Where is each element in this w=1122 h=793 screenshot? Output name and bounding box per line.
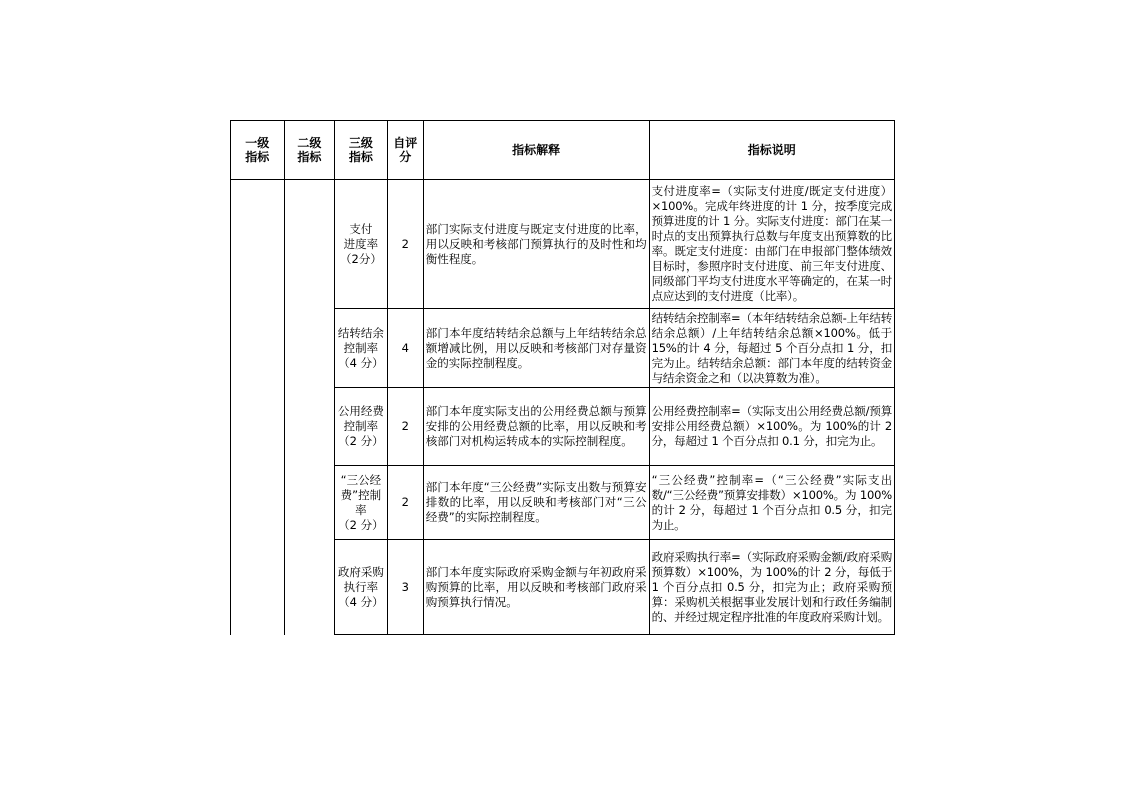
indicator-description: 政府采购执行率=（实际政府采购金额/政府采购预算数）×100%，为 100%的计 2 分，每低于 1 个百分点扣 0.5 分，扣完为止；政府采购预算：采购机关根据事业发展计划和行政任务编制的、并经过规定程序批准的年度政府采购计划。: [649, 540, 894, 635]
indicator-explanation: 部门本年度实际政府采购金额与年初政府采购预算的比率，用以反映和考核部门政府采购预算执行情况。: [423, 540, 649, 635]
header-level3: 三级 指标: [335, 121, 388, 180]
indicator-description: 支付进度率=（实际支付进度/既定支付进度）×100%。完成年终进度的计 1 分，按季度完成预算进度的计 1 分。实际支付进度：部门在某一时点的支出预算执行总数与年度支出预算数的比率。既定支付进度：由部门在申报部门整体绩效目标时，参照序时支付进度、前三年支付进度、同级部门平均支付进度水平等确定的，在某一时点应达到的支付进度（比率）。: [649, 180, 894, 309]
indicator-explanation: 部门本年度结转结余总额与上年结转结余总额增减比例，用以反映和考核部门对存量资金的实际控制程度。: [423, 309, 649, 388]
level2-cell: [284, 180, 335, 635]
header-description: 指标说明: [649, 121, 894, 180]
indicator-description: 结转结余控制率=（本年结转结余总额-上年结转结余总额）/上年结转结余总额×100%。低于 15%的计 4 分，每超过 5 个百分点扣 1 分，扣完为止。结转结余总额：部门本年度的结转资金与结余资金之和（以决算数为准）。: [649, 309, 894, 388]
indicator-score: 3: [387, 540, 423, 635]
indicator-explanation: 部门本年度“三公经费”实际支出数与预算安排数的比率，用以反映和考核部门对“三公经费”的实际控制程度。: [423, 466, 649, 540]
header-score: 自评 分: [387, 121, 423, 180]
indicator-name: 公用经费 控制率 （2 分）: [335, 388, 388, 466]
indicator-name: 政府采购 执行率 （4 分）: [335, 540, 388, 635]
indicator-score: 2: [387, 180, 423, 309]
indicator-name: 结转结余 控制率 （4 分）: [335, 309, 388, 388]
indicator-score: 2: [387, 388, 423, 466]
header-level1: 一级 指标: [231, 121, 285, 180]
header-level2: 二级 指标: [284, 121, 335, 180]
indicator-explanation: 部门实际支付进度与既定支付进度的比率，用以反映和考核部门预算执行的及时性和均衡性程度。: [423, 180, 649, 309]
header-row: [231, 121, 895, 180]
indicator-table: [230, 120, 895, 635]
header-explanation: 指标解释: [423, 121, 649, 180]
indicator-score: 4: [387, 309, 423, 388]
indicator-name: “三公经 费”控制率 （2 分）: [335, 466, 388, 540]
indicator-description: “三公经费”控制率=（“三公经费”实际支出数/“三公经费”预算安排数）×100%。为 100%的计 2 分，每超过 1 个百分点扣 0.5 分，扣完为止。: [649, 466, 894, 540]
indicator-name: 支付 进度率 （2分）: [335, 180, 388, 309]
indicator-score: 2: [387, 466, 423, 540]
indicator-description: 公用经费控制率=（实际支出公用经费总额/预算安排公用经费总额）×100%。为 100%的计 2 分，每超过 1 个百分点扣 0.1 分，扣完为止。: [649, 388, 894, 466]
level1-cell: [231, 180, 285, 635]
indicator-explanation: 部门本年度实际支出的公用经费总额与预算安排的公用经费总额的比率，用以反映和考核部门对机构运转成本的实际控制程度。: [423, 388, 649, 466]
table-row: [231, 180, 895, 309]
